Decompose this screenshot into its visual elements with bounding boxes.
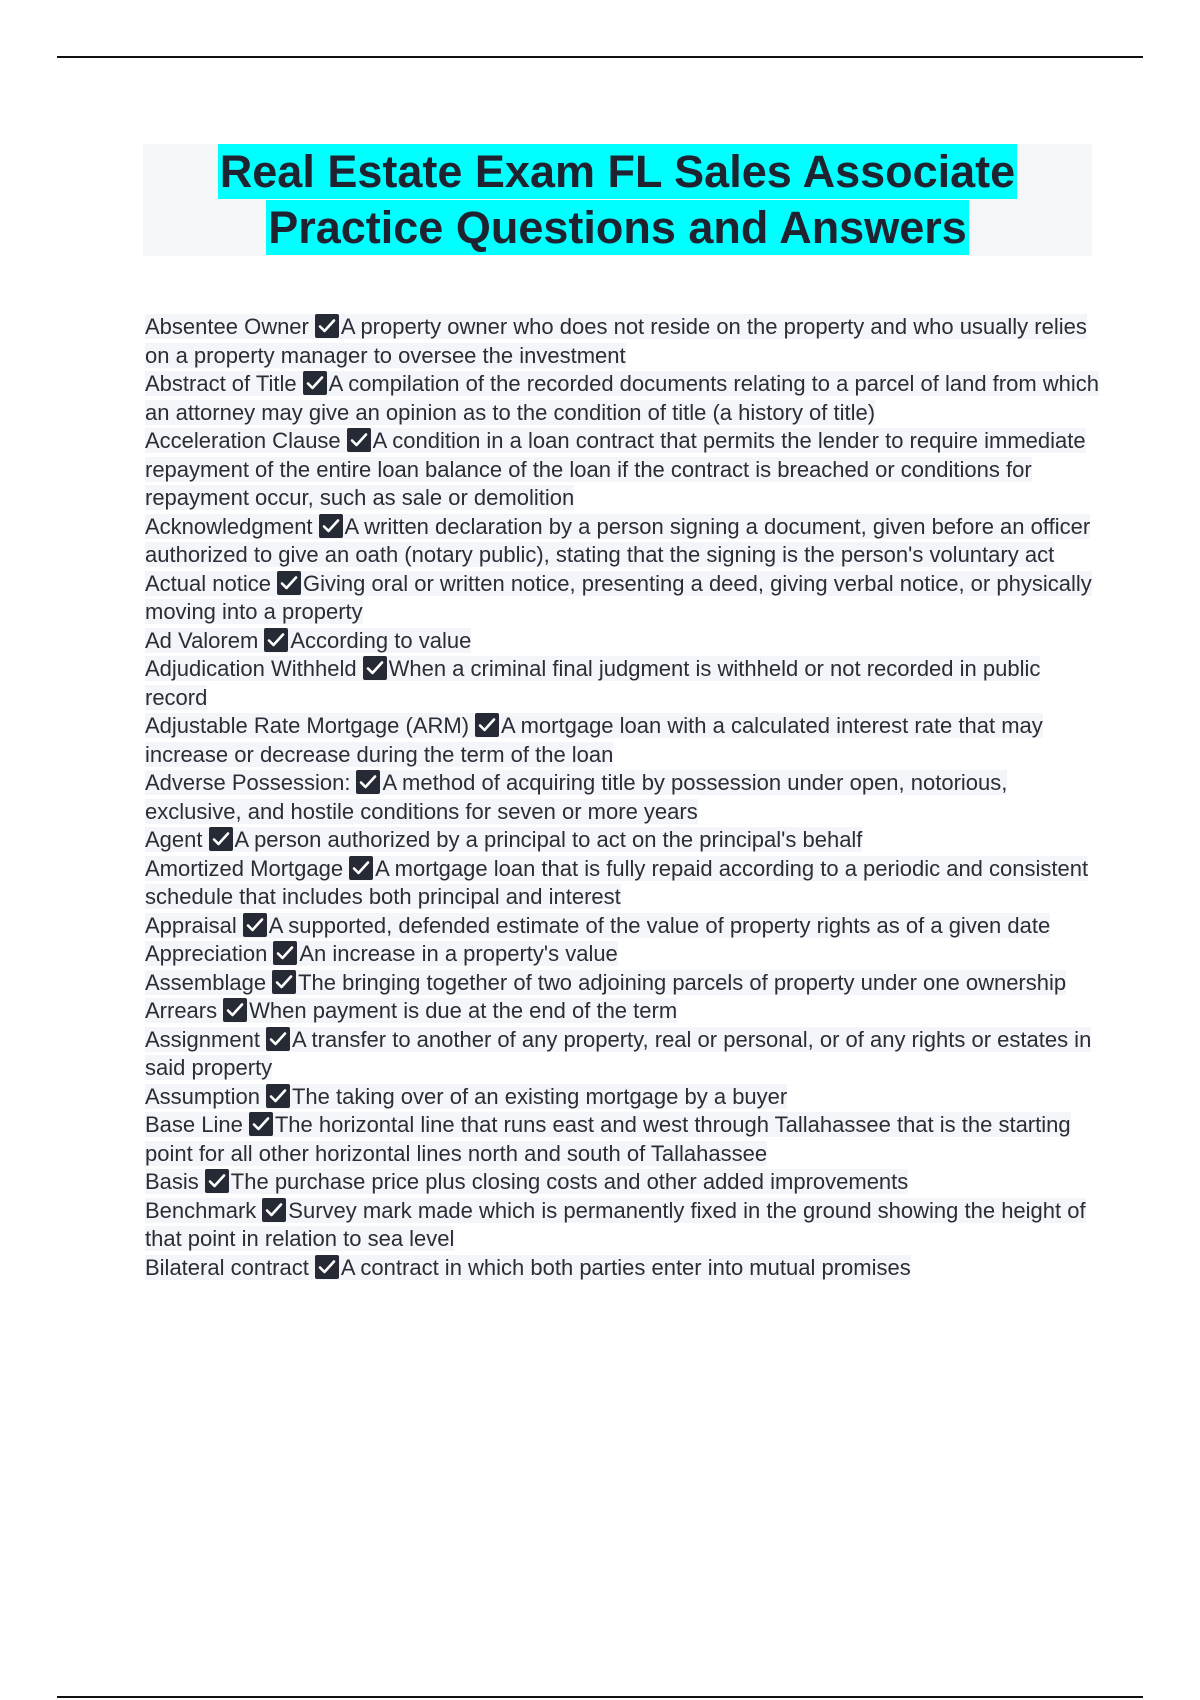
entry-text bbox=[145, 713, 1043, 767]
entry-text bbox=[145, 970, 1066, 995]
entry-text bbox=[145, 941, 618, 966]
check-box-icon bbox=[264, 628, 288, 652]
check-box-icon bbox=[249, 1112, 273, 1136]
check-box-icon bbox=[315, 314, 339, 338]
glossary-entry bbox=[145, 370, 1105, 427]
entry-term: Absentee Owner bbox=[145, 314, 309, 339]
entry-text bbox=[145, 1255, 911, 1280]
glossary-entry bbox=[145, 1254, 1105, 1283]
glossary-entry bbox=[145, 1083, 1105, 1112]
entry-text bbox=[145, 913, 1050, 938]
check-box-icon bbox=[205, 1169, 229, 1193]
entry-term: Abstract of Title bbox=[145, 371, 297, 396]
entry-text bbox=[145, 371, 1099, 425]
entry-definition: A supported, defended estimate of the value of property rights as of a given date bbox=[268, 912, 1051, 938]
entry-term: Adjustable Rate Mortgage (ARM) bbox=[145, 713, 470, 738]
entry-term: Bilateral contract bbox=[145, 1254, 309, 1280]
check-box-icon bbox=[363, 656, 387, 680]
check-box-icon bbox=[349, 856, 373, 880]
glossary-entry bbox=[145, 826, 1105, 855]
check-box-icon bbox=[475, 713, 499, 737]
glossary-entry bbox=[145, 855, 1105, 912]
glossary-entry bbox=[145, 513, 1105, 570]
glossary-entry bbox=[145, 712, 1105, 769]
entry-text bbox=[145, 314, 1087, 368]
entry-term: Base Line bbox=[145, 1112, 243, 1137]
entry-text bbox=[145, 428, 1086, 510]
check-box-icon bbox=[266, 1084, 290, 1108]
glossary-entry bbox=[145, 969, 1105, 998]
page-title-line-1: Real Estate Exam FL Sales Associate bbox=[219, 146, 1016, 197]
glossary-entry bbox=[145, 1197, 1105, 1254]
entry-term: Amortized Mortgage bbox=[145, 855, 344, 881]
check-box-icon bbox=[272, 970, 296, 994]
entry-term: Assemblage bbox=[145, 969, 267, 995]
entry-text bbox=[145, 514, 1090, 568]
page-title-line-2: Practice Questions and Answers bbox=[268, 202, 967, 253]
glossary-entry bbox=[145, 1026, 1105, 1083]
entry-text bbox=[145, 827, 862, 852]
glossary-entry bbox=[145, 627, 1105, 656]
entry-term: Appreciation bbox=[145, 941, 268, 966]
entry-definition: A written declaration by a person signing a document, given before an officer authorized to give an oath (notary public), stating that the signing is the person's voluntary act bbox=[145, 513, 1091, 567]
glossary-entry bbox=[145, 1168, 1105, 1197]
entry-definition: According to value bbox=[290, 627, 472, 653]
entry-term: Agent bbox=[145, 827, 203, 852]
glossary-entry bbox=[145, 997, 1105, 1026]
entry-text bbox=[145, 770, 1007, 824]
entry-text bbox=[145, 1084, 787, 1109]
entry-term: Benchmark bbox=[145, 1197, 257, 1223]
entry-term: Basis bbox=[145, 1169, 199, 1194]
check-box-icon bbox=[262, 1198, 286, 1222]
entry-definition: The horizontal line that runs east and west through Tallahassee that is the starting point for all other horizontal lines north and south of Tallahassee bbox=[145, 1112, 1071, 1166]
entry-definition: A mortgage loan that is fully repaid according to a periodic and consistent schedule that includes both principal and interest bbox=[145, 855, 1089, 909]
glossary-entry bbox=[145, 427, 1105, 513]
top-rule bbox=[57, 56, 1143, 58]
check-box-icon bbox=[277, 571, 301, 595]
entry-term: Acknowledgment bbox=[145, 513, 313, 539]
check-box-icon bbox=[243, 913, 267, 937]
entry-definition: The purchase price plus closing costs and other added improvements bbox=[230, 1169, 909, 1194]
check-box-icon bbox=[319, 514, 343, 538]
entry-definition: A property owner who does not reside on the property and who usually relies on a property manager to oversee the investment bbox=[145, 314, 1087, 368]
entry-definition: A person authorized by a principal to act on the principal's behalf bbox=[234, 827, 863, 852]
entry-definition: A contract in which both parties enter into mutual promises bbox=[340, 1254, 911, 1280]
entry-term: Appraisal bbox=[145, 912, 237, 938]
entry-text bbox=[145, 628, 471, 653]
entry-text bbox=[145, 1169, 908, 1194]
entry-definition: The bringing together of two adjoining parcels of property under one ownership bbox=[298, 969, 1067, 995]
check-box-icon bbox=[266, 1027, 290, 1051]
entry-term: Adjudication Withheld bbox=[145, 656, 357, 681]
entry-definition: A compilation of the recorded documents relating to a parcel of land from which an attorney may give an opinion as to the condition of title (a history of title) bbox=[145, 371, 1100, 425]
entry-text bbox=[145, 656, 1040, 710]
entry-definition: Giving oral or written notice, presenting a deed, giving verbal notice, or physically moving into a property bbox=[145, 570, 1092, 624]
entry-text bbox=[145, 1198, 1086, 1252]
title-band bbox=[143, 144, 1092, 256]
entry-definition: A condition in a loan contract that permits the lender to require immediate repayment of the entire loan balance of the loan if the contract is breached or conditions for repayment occur, such as sale or demolition bbox=[145, 428, 1086, 510]
check-box-icon bbox=[303, 371, 327, 395]
entry-text bbox=[145, 856, 1088, 910]
glossary-entry bbox=[145, 940, 1105, 969]
entry-term: Actual notice bbox=[145, 570, 271, 596]
glossary-list bbox=[145, 313, 1105, 1282]
check-box-icon bbox=[356, 770, 380, 794]
entry-term: Assignment bbox=[145, 1026, 260, 1052]
entry-definition: A mortgage loan with a calculated interest rate that may increase or decrease during the term of the loan bbox=[145, 713, 1043, 767]
glossary-entry bbox=[145, 769, 1105, 826]
entry-definition: When a criminal final judgment is withheld or not recorded in public record bbox=[145, 656, 1041, 710]
entry-term: Adverse Possession: bbox=[145, 770, 351, 795]
entry-term: Arrears bbox=[145, 998, 218, 1023]
glossary-entry bbox=[145, 570, 1105, 627]
entry-text bbox=[145, 1112, 1071, 1166]
entry-definition: Survey mark made which is permanently fixed in the ground showing the height of that point in relation to sea level bbox=[145, 1197, 1086, 1251]
check-box-icon bbox=[347, 428, 371, 452]
glossary-entry bbox=[145, 1111, 1105, 1168]
glossary-entry bbox=[145, 313, 1105, 370]
entry-definition: The taking over of an existing mortgage by a buyer bbox=[291, 1083, 788, 1109]
entry-definition: When payment is due at the end of the term bbox=[249, 998, 678, 1023]
glossary-entry bbox=[145, 655, 1105, 712]
glossary-entry bbox=[145, 912, 1105, 941]
entry-definition: A method of acquiring title by possession under open, notorious, exclusive, and hostile conditions for seven or more years bbox=[145, 770, 1008, 824]
entry-definition: A transfer to another of any property, real or personal, or of any rights or estates in said property bbox=[145, 1026, 1092, 1080]
entry-term: Assumption bbox=[145, 1083, 260, 1109]
check-box-icon bbox=[315, 1255, 339, 1279]
entry-text bbox=[145, 571, 1092, 625]
entry-term: Ad Valorem bbox=[145, 627, 259, 653]
entry-term: Acceleration Clause bbox=[145, 428, 341, 453]
check-box-icon bbox=[223, 998, 247, 1022]
entry-definition: An increase in a property's value bbox=[299, 941, 618, 966]
entry-text bbox=[145, 1027, 1091, 1081]
bottom-rule bbox=[57, 1696, 1143, 1698]
check-box-icon bbox=[273, 941, 297, 965]
entry-text bbox=[145, 998, 677, 1023]
check-box-icon bbox=[209, 827, 233, 851]
